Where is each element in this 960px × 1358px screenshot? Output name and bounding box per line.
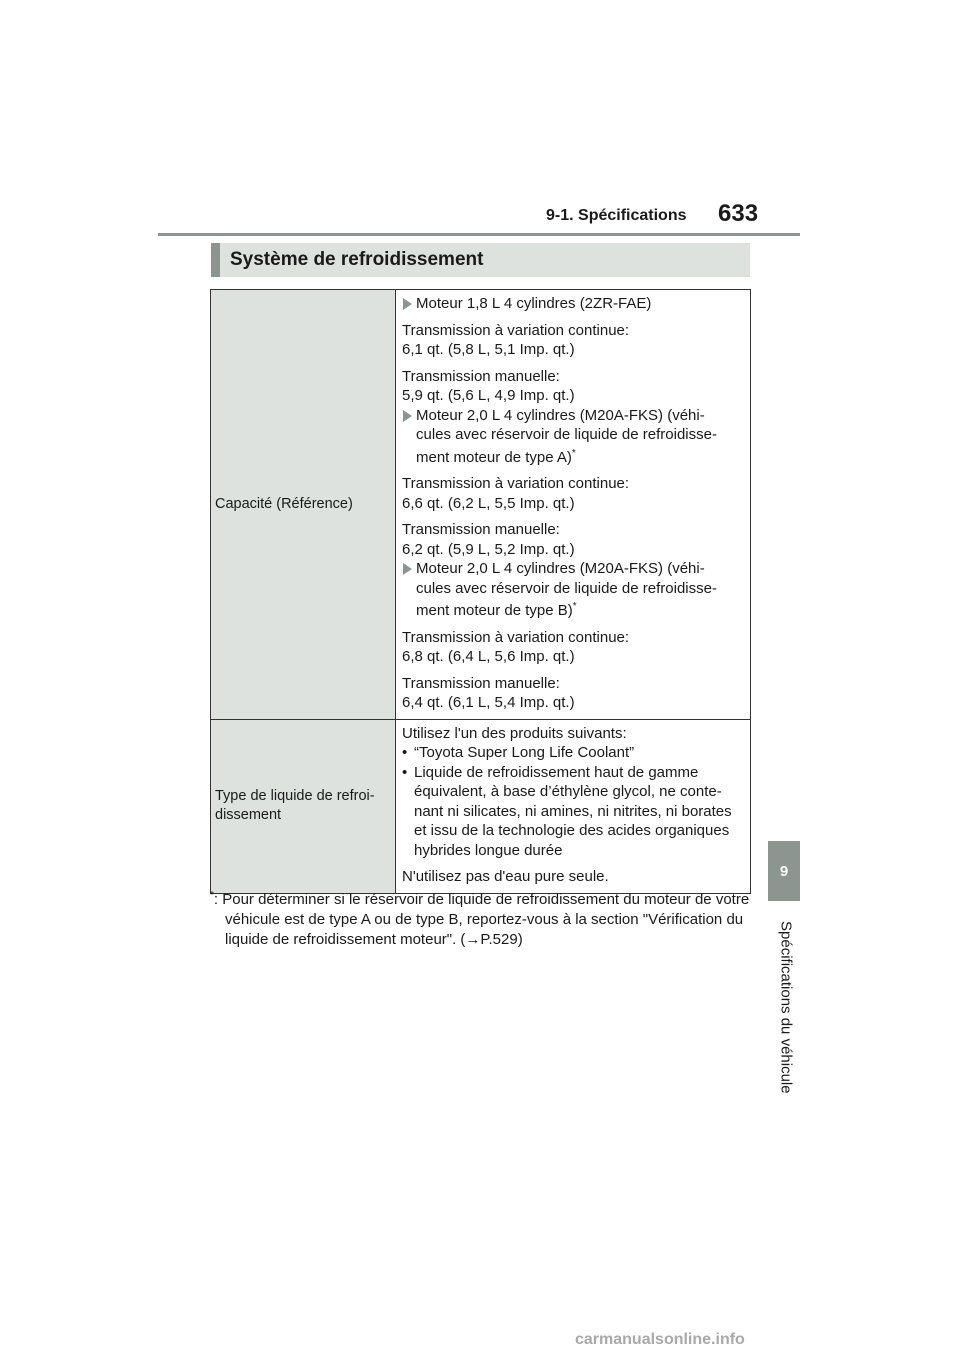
cvt-label: Transmission à variation continue:: [402, 475, 630, 492]
cvt-capacity: [402, 321, 744, 360]
engine-heading: [402, 406, 744, 468]
mt-value: 6,2 qt. (5,9 L, 5,2 Imp. qt.): [402, 540, 575, 558]
header-rule: [158, 233, 800, 236]
running-header-title: 9-1. Spécifications: [546, 207, 687, 224]
cvt-label: Transmission à variation continue:: [402, 321, 630, 339]
row-label-capacity: Capacité (Référence): [211, 290, 396, 720]
mt-capacity: [402, 367, 744, 406]
mt-label: Transmission manuelle:: [402, 674, 560, 692]
cvt-capacity: [402, 474, 744, 513]
cvt-capacity: [402, 628, 744, 667]
footnote: [210, 890, 755, 950]
coolant-spec-table: [210, 289, 751, 894]
mt-value: 5,9 qt. (5,6 L, 4,9 Imp. qt.): [402, 387, 575, 404]
bullet-dot-icon: •: [402, 763, 408, 781]
engine-name-cont: cules avec réservoir de liquide de refroidisse-: [416, 426, 717, 443]
table-row-coolant-type: [211, 719, 751, 893]
chapter-number: 9: [779, 862, 789, 880]
list-item: [402, 763, 744, 861]
cvt-value: 6,8 qt. (6,4 L, 5,6 Imp. qt.): [402, 648, 575, 665]
list-item-text: “Toyota Super Long Life Coolant”: [414, 744, 635, 761]
triangle-bullet-icon: [403, 563, 412, 575]
footnote-marker: *: [210, 890, 214, 901]
engine-name: Moteur 1,8 L 4 cylindres (2ZR-FAE): [416, 295, 652, 312]
page-number: 633: [718, 200, 759, 227]
table-row-capacity: [211, 290, 751, 720]
footnote-text: : Pour déterminer si le réservoir de liquide de refroidissement du moteur de votre véhicule est de type A ou de type B, reportez-vous à la section "Vérification du liquide de refroidissement moteur". (→P.529): [213, 891, 750, 948]
triangle-bullet-icon: [403, 298, 412, 310]
engine-name-cont: ment moteur de type A): [416, 448, 572, 466]
list-item: [402, 743, 744, 763]
section-heading: Système de refroidissement: [211, 243, 750, 277]
mt-label: Transmission manuelle:: [402, 521, 560, 538]
chapter-tab: [768, 841, 800, 901]
footnote-marker: *: [572, 601, 577, 612]
engine-name-cont: cules avec réservoir de liquide de refroidisse-: [416, 579, 717, 597]
watermark: carmanualsonline.info: [575, 1331, 745, 1348]
list-item-text: Liquide de refroidissement haut de gamme équivalent, à base d’éthylène glycol, ne conte-nant ni silicates, ni amines, ni nitrites, ni borates et issu de la technologie des acides organiques hybrides longue durée: [414, 763, 732, 859]
engine-name-cont: ment moteur de type B): [416, 602, 573, 619]
engine-name: Moteur 2,0 L 4 cylindres (M20A-FKS) (véhi-: [416, 406, 705, 424]
cvt-value: 6,6 qt. (6,2 L, 5,5 Imp. qt.): [402, 494, 575, 512]
engine-heading: [402, 294, 744, 314]
mt-value: 6,4 qt. (6,1 L, 5,4 Imp. qt.): [402, 694, 575, 711]
row-value-coolant-type: [396, 719, 751, 893]
bullet-dot-icon: •: [402, 744, 408, 761]
engine-heading: [402, 559, 744, 621]
footnote-marker: *: [571, 447, 576, 459]
engine-name: Moteur 2,0 L 4 cylindres (M20A-FKS) (véhi-: [416, 560, 705, 577]
coolant-note: N'utilisez pas d'eau pure seule.: [402, 868, 609, 885]
row-label-coolant-type: Type de liquide de refroi-dissement: [211, 719, 396, 893]
chapter-title-vertical: Spécifications du véhicule: [777, 921, 795, 1094]
triangle-bullet-icon: [403, 410, 412, 422]
row-value-capacity: [396, 290, 751, 720]
coolant-intro: Utilisez l'un des produits suivants:: [402, 724, 627, 742]
cvt-value: 6,1 qt. (5,8 L, 5,1 Imp. qt.): [402, 341, 575, 358]
mt-label: Transmission manuelle:: [402, 367, 560, 385]
cvt-label: Transmission à variation continue:: [402, 628, 630, 646]
mt-capacity: [402, 674, 744, 713]
mt-capacity: [402, 520, 744, 559]
